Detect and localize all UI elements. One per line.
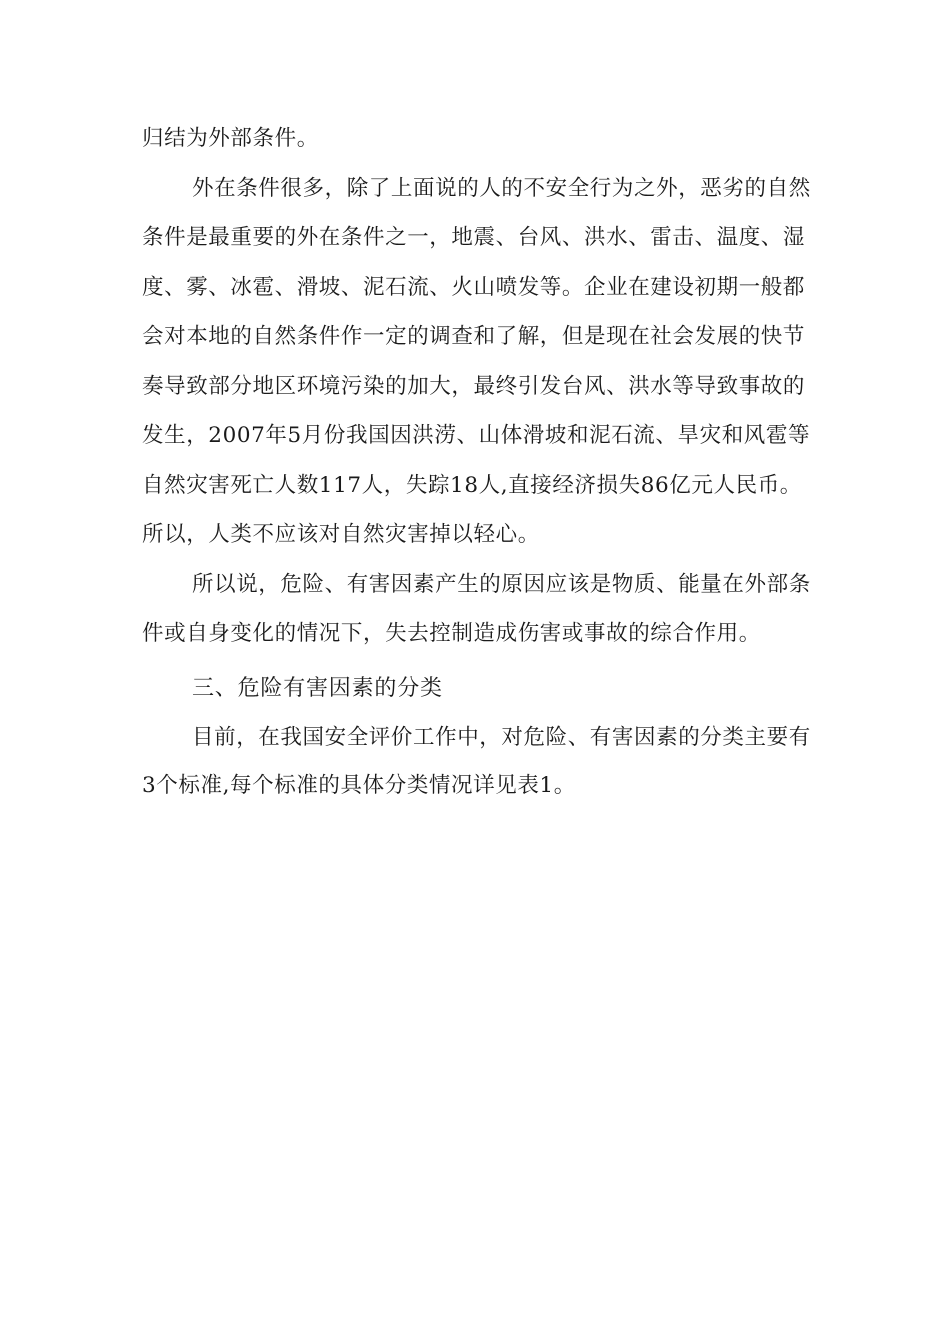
paragraph-2-line-6: 发生，2007年5月份我国因洪涝、山体滑坡和泥石流、旱灾和风雹等	[142, 423, 811, 448]
paragraph-2-line-5: 奏导致部分地区环境污染的加大，最终引发台风、洪水等导致事故的	[142, 374, 806, 399]
paragraph-2-line-8: 所以，人类不应该对自然灾害掉以轻心。	[142, 522, 540, 547]
paragraph-4-line-2: 3个标准,每个标准的具体分类情况详见表1。	[142, 773, 576, 798]
paragraph-2-line-1: 外在条件很多，除了上面说的人的不安全行为之外，恶劣的自然	[192, 176, 811, 201]
paragraph-4-line-1: 目前，在我国安全评价工作中，对危险、有害因素的分类主要有	[192, 725, 811, 750]
paragraph-3-line-1: 所以说，危险、有害因素产生的原因应该是物质、能量在外部条	[192, 572, 811, 597]
paragraph-2-line-2: 条件是最重要的外在条件之一，地震、台风、洪水、雷击、温度、湿	[142, 225, 806, 250]
section-heading: 三、危险有害因素的分类	[192, 676, 443, 701]
paragraph-3-line-2: 件或自身变化的情况下，失去控制造成伤害或事故的综合作用。	[142, 621, 761, 646]
paragraph-2-line-4: 会对本地的自然条件作一定的调查和了解，但是现在社会发展的快节	[142, 324, 806, 349]
paragraph-2-line-3: 度、雾、冰雹、滑坡、泥石流、火山喷发等。企业在建设初期一般都	[142, 275, 806, 300]
paragraph-2-line-7: 自然灾害死亡人数117人，失踪18人,直接经济损失86亿元人民币。	[142, 473, 802, 498]
paragraph-1-line-1: 归结为外部条件。	[142, 126, 319, 151]
